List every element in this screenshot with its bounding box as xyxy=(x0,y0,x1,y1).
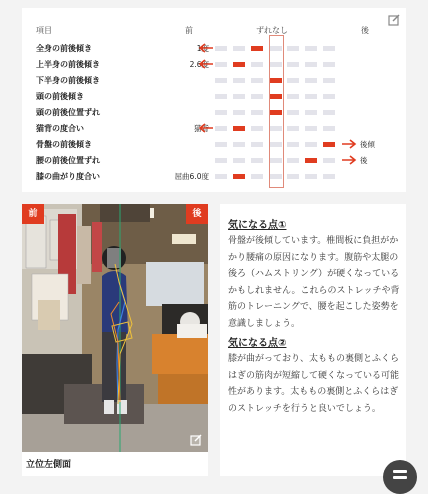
posture-assessment-card xyxy=(22,8,406,192)
indicator-segment xyxy=(251,62,263,67)
indicator-segment xyxy=(287,62,299,67)
indicator-segment xyxy=(287,158,299,163)
indicator-segment xyxy=(287,142,299,147)
row-label: 膝の曲がり度合い xyxy=(36,172,100,181)
indicator-segment xyxy=(215,110,227,115)
back-badge: 後 xyxy=(186,204,208,224)
row-value: 2.6度 xyxy=(189,60,209,69)
indicator-segment xyxy=(305,126,317,131)
header-back: 後 xyxy=(361,26,369,35)
front-badge: 前 xyxy=(22,204,44,224)
indicator-segment xyxy=(251,158,263,163)
indicator-segment xyxy=(305,142,317,147)
menu-button[interactable] xyxy=(383,460,417,494)
indicator-segment xyxy=(287,78,299,83)
posture-photo[interactable] xyxy=(22,204,208,452)
indicator-segment xyxy=(215,78,227,83)
indicator-segment xyxy=(233,158,245,163)
indicator-segment xyxy=(270,174,282,179)
indicator-segment xyxy=(270,158,282,163)
arrow-left-icon xyxy=(198,123,214,133)
indicator-segment xyxy=(215,158,227,163)
indicator-segment xyxy=(287,94,299,99)
indicator-segment xyxy=(215,142,227,147)
indicator-segment xyxy=(323,174,335,179)
indicator-segment xyxy=(323,158,335,163)
row-value: 後 xyxy=(360,156,368,165)
indicator-segment xyxy=(233,78,245,83)
arrow-left-icon xyxy=(198,59,214,69)
indicator-segment xyxy=(215,46,227,51)
indicator-segment xyxy=(287,174,299,179)
indicator-segment xyxy=(305,46,317,51)
row-value: 後傾 xyxy=(360,140,375,149)
note-title-1: 気になる点① xyxy=(228,220,287,231)
edit-icon[interactable] xyxy=(190,434,202,446)
indicator-segment xyxy=(323,78,335,83)
photo-caption: 立位左側面 xyxy=(26,460,72,470)
indicator-segment xyxy=(251,126,263,131)
indicator-segment xyxy=(323,46,335,51)
indicator-active xyxy=(233,62,245,67)
header-item: 項目 xyxy=(36,26,52,35)
indicator-segment xyxy=(233,142,245,147)
indicator-segment xyxy=(251,94,263,99)
indicator-segment xyxy=(323,110,335,115)
note-body-1: 骨盤が後傾しています。椎間板に負担がかかり腰痛の原因になります。腹筋や太腿の後ろ（ハムストリング）が硬くなっているかもしれません。これらのストレッチや背筋のトレーニングで、腰を起こした姿勢を意識しましょう。 xyxy=(228,236,400,329)
indicator-segment xyxy=(270,62,282,67)
indicator-segment xyxy=(305,94,317,99)
indicator-segment xyxy=(233,94,245,99)
row-label: 腰の前後位置ずれ xyxy=(36,156,100,165)
indicator-segment xyxy=(251,174,263,179)
indicator-segment xyxy=(323,126,335,131)
indicator-active xyxy=(305,158,317,163)
row-label: 骨盤の前後傾き xyxy=(36,140,92,149)
indicator-segment xyxy=(287,110,299,115)
indicator-segment xyxy=(270,142,282,147)
header-front: 前 xyxy=(185,26,193,35)
indicator-segment xyxy=(305,78,317,83)
indicator-segment xyxy=(270,126,282,131)
indicator-active xyxy=(270,78,282,83)
row-label: 猫背の度合い xyxy=(36,124,84,133)
arrow-right-icon xyxy=(341,155,357,165)
header-neutral: ずれなし xyxy=(256,26,288,35)
indicator-segment xyxy=(215,94,227,99)
indicator-segment xyxy=(270,46,282,51)
row-label: 頭の前後傾き xyxy=(36,92,84,101)
indicator-segment xyxy=(215,62,227,67)
row-label: 全身の前後傾き xyxy=(36,44,92,53)
indicator-segment xyxy=(251,142,263,147)
indicator-segment xyxy=(287,46,299,51)
indicator-segment xyxy=(251,110,263,115)
row-label: 上半身の前後傾き xyxy=(36,60,100,69)
row-value: 屈曲6.0度 xyxy=(174,172,209,181)
row-label: 頭の前後位置ずれ xyxy=(36,108,100,117)
notes-card xyxy=(220,204,406,476)
posture-photo-card xyxy=(22,204,208,476)
indicator-segment xyxy=(305,110,317,115)
edit-icon[interactable] xyxy=(388,14,400,26)
indicator-active xyxy=(270,94,282,99)
indicator-active xyxy=(251,46,263,51)
indicator-segment xyxy=(323,62,335,67)
indicator-active xyxy=(270,110,282,115)
indicator-segment xyxy=(215,126,227,131)
indicator-segment xyxy=(305,174,317,179)
indicator-segment xyxy=(323,94,335,99)
indicator-segment xyxy=(233,110,245,115)
indicator-segment xyxy=(287,126,299,131)
indicator-segment xyxy=(215,174,227,179)
arrow-right-icon xyxy=(341,139,357,149)
row-value: 1度 xyxy=(196,44,209,53)
arrow-left-icon xyxy=(198,43,214,53)
note-title-2: 気になる点② xyxy=(228,338,287,349)
row-label: 下半身の前後傾き xyxy=(36,76,100,85)
indicator-segment xyxy=(251,78,263,83)
indicator-segment xyxy=(233,46,245,51)
menu-icon xyxy=(393,470,407,473)
indicator-active xyxy=(323,142,335,147)
indicator-segment xyxy=(305,62,317,67)
indicator-active xyxy=(233,174,245,179)
row-value: 猫背 xyxy=(194,124,209,133)
note-body-2: 膝が曲がっており、太ももの裏側とふくらはぎの筋肉が短縮して硬くなっている可能性があります。太ももの裏側とふくらはぎのストレッチを行うと良いでしょう。 xyxy=(228,354,400,414)
indicator-active xyxy=(233,126,245,131)
